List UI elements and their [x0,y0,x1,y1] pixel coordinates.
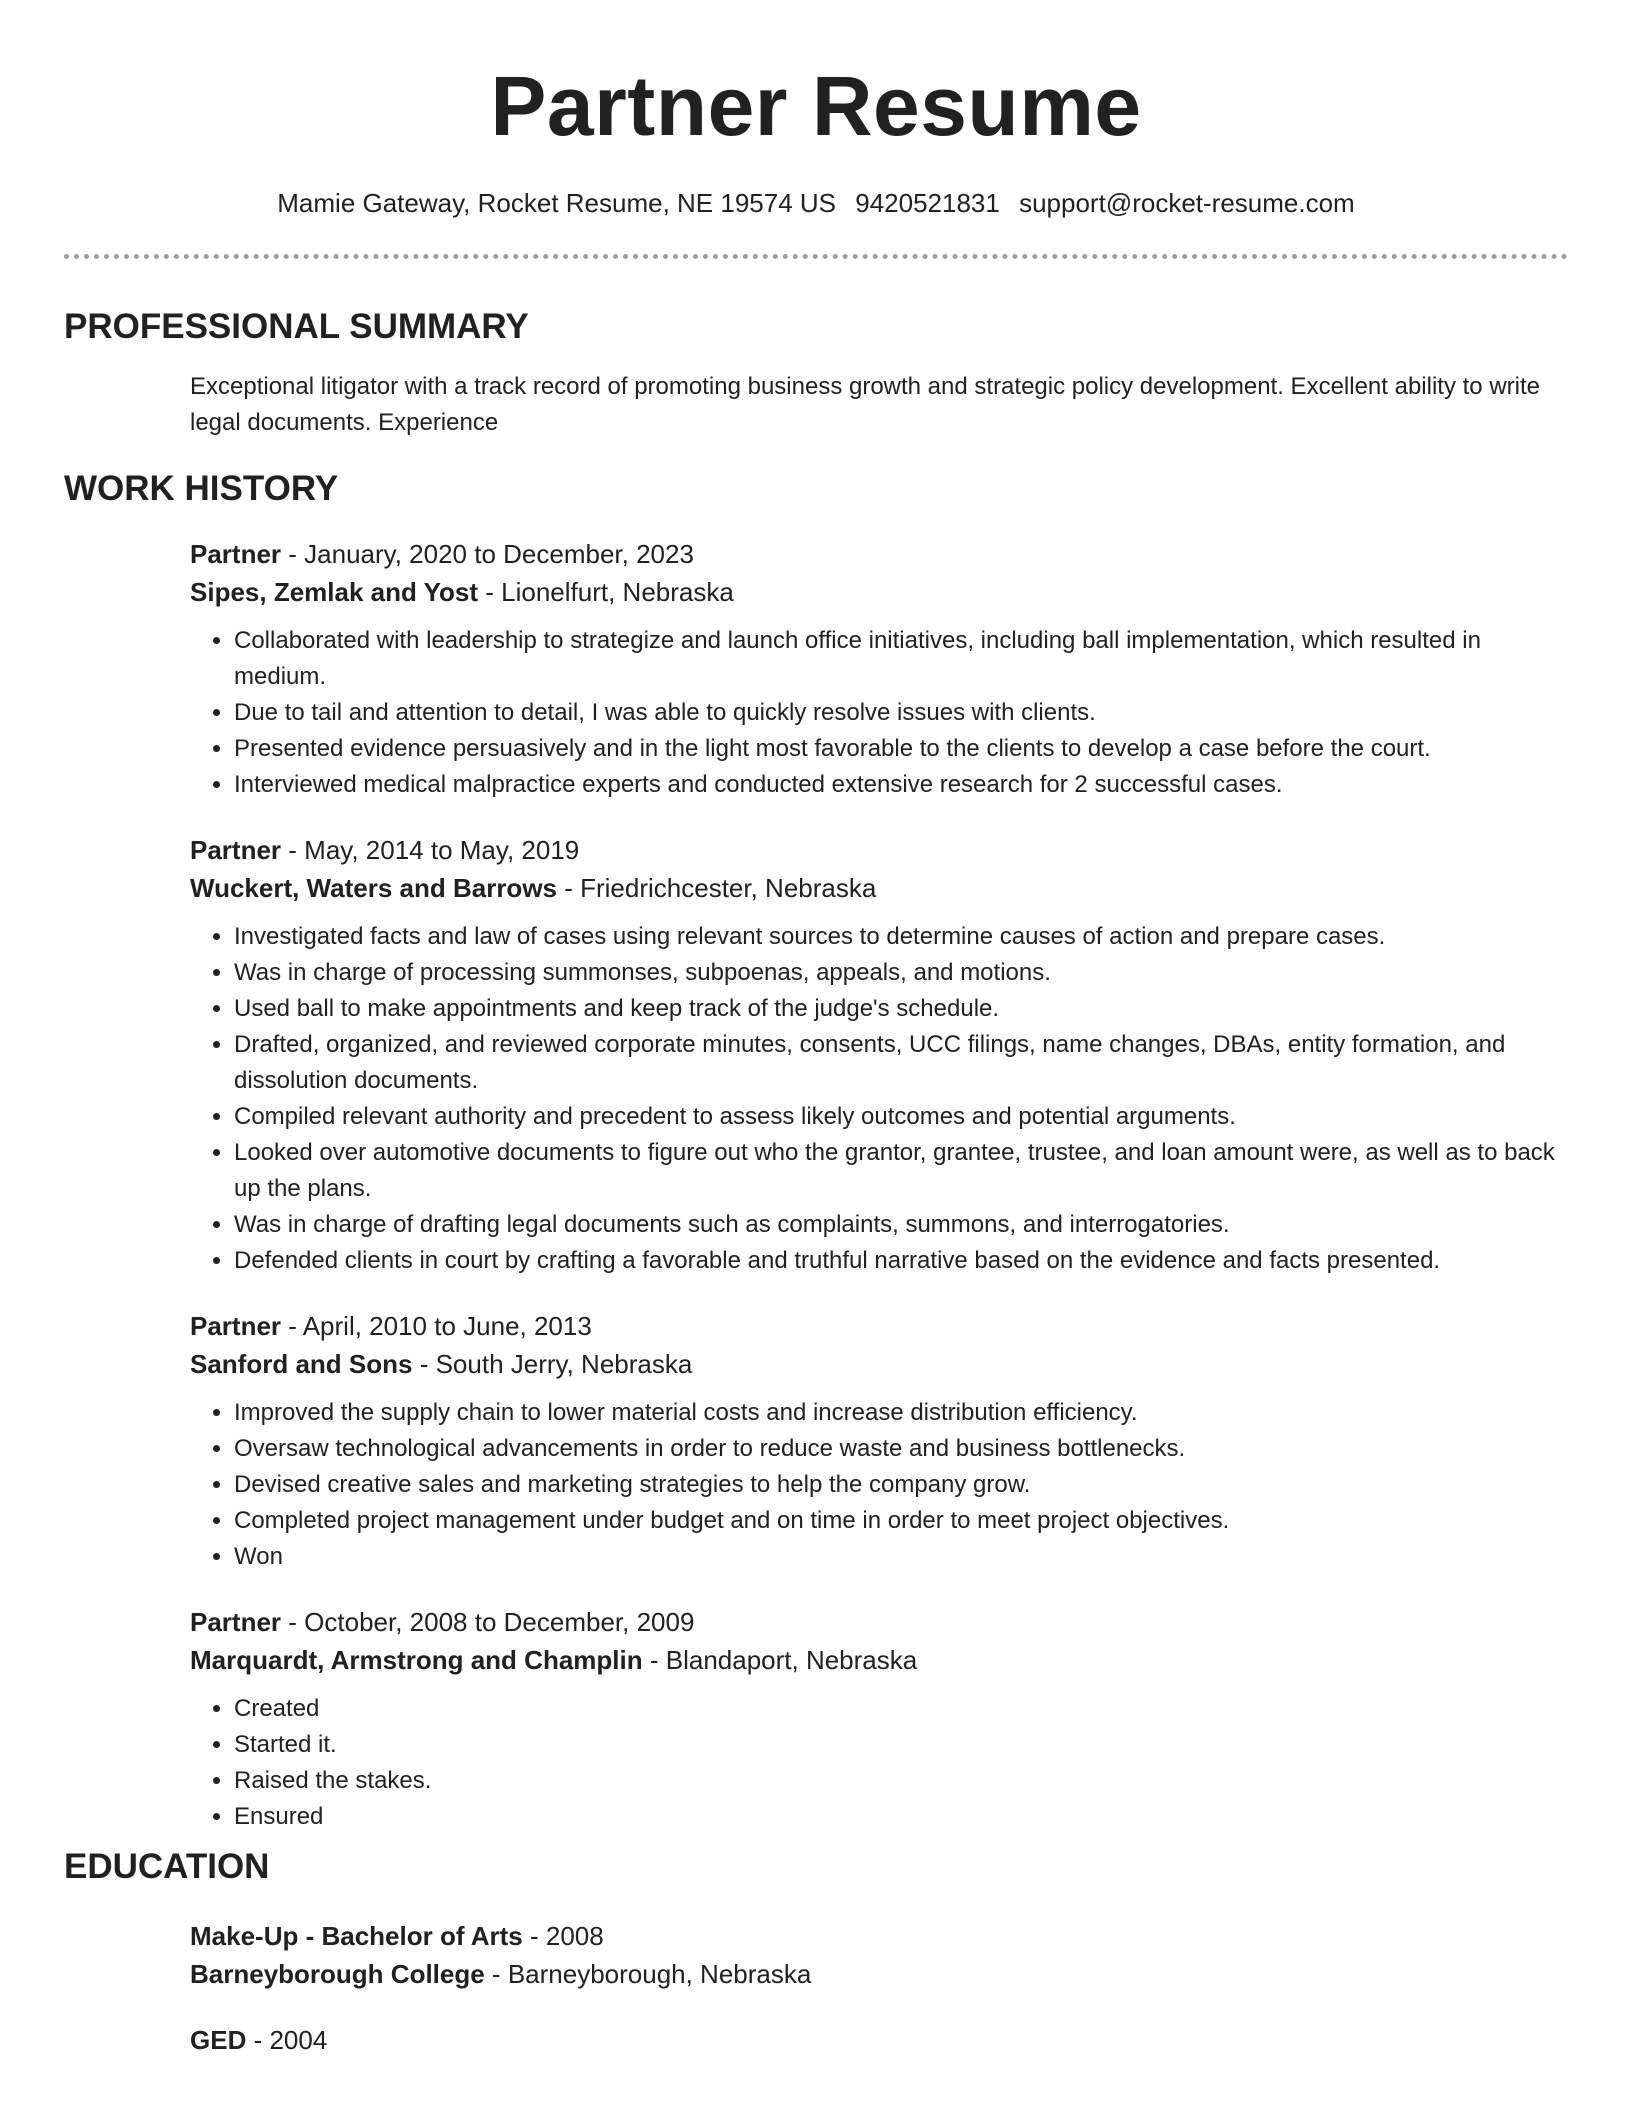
company-name: Marquardt, Armstrong and Champlin [190,1645,643,1675]
work-entry-company-line [190,1641,1568,1679]
separator: - [557,873,581,903]
company-name: Wuckert, Waters and Barrows [190,873,557,903]
work-bullet-item: • Was in charge of drafting legal documents such as complaints, summons, and interrogatories. [234,1207,1568,1243]
work-bullet-item: • Devised creative sales and marketing strategies to help the company grow. [234,1467,1568,1503]
school-location: Barneyborough, Nebraska [507,1959,812,1989]
job-dates: October, 2008 to December, 2009 [304,1607,695,1637]
section-heading-work: WORK HISTORY [64,469,339,508]
work-bullet-item: • Collaborated with leadership to strategize and launch office initiatives, including ball implementation, which resulted in medium. [234,623,1568,695]
work-bullet-item: • Interviewed medical malpractice experts and conducted extensive research for 2 successful cases. [234,767,1568,803]
separator: - [281,1311,303,1341]
degree-name: Make-Up - Bachelor of Arts [190,1921,523,1951]
work-bullet-item: • Oversaw technological advancements in order to reduce waste and business bottlenecks. [234,1431,1568,1467]
education-entry [190,1917,1568,1993]
job-role: Partner [190,1311,282,1341]
job-dates: May, 2014 to May, 2019 [304,835,580,865]
work-bullet-list [190,919,1568,1279]
separator: - [281,1607,305,1637]
education-degree-line [190,2021,1568,2059]
work-bullet-item: • Investigated facts and law of cases using relevant sources to determine causes of action and prepare cases. [234,919,1568,955]
work-bullet-item: • Raised the stakes. [234,1763,1568,1799]
company-location: Lionelfurt, Nebraska [501,577,734,607]
education-school-line [190,1955,1568,1993]
work-bullet-item: • Due to tail and attention to detail, I was able to quickly resolve issues with clients. [234,695,1568,731]
resume-title: Partner Resume [490,59,1142,153]
work-entry [190,535,1568,803]
work-bullet-item: • Started it. [234,1727,1568,1763]
work-bullet-item: • Created [234,1691,1568,1727]
separator: - [522,1921,546,1951]
section-heading-education: EDUCATION [64,1847,270,1886]
work-bullet-item: • Was in charge of processing summonses, subpoenas, appeals, and motions. [234,955,1568,991]
work-entry [190,1603,1568,1835]
separator: - [478,577,502,607]
degree-name: GED [190,2025,247,2055]
work-bullet-item: • Won [234,1539,1568,1575]
work-bullet-item: • Compiled relevant authority and precedent to assess likely outcomes and potential arguments. [234,1099,1568,1135]
work-entry-title-line [190,535,1568,573]
education-section [64,1845,1568,2059]
contact-address: Mamie Gateway, Rocket Resume, NE 19574 US [277,188,837,218]
contact-email[interactable]: support@rocket-resume.com [1019,188,1355,218]
summary-text: Exceptional litigator with a track record of promoting business growth and strategic policy development. Excellent ability to write legal documents. Experience [190,373,1540,436]
work-entry-title-line [190,831,1568,869]
separator: - [246,2025,270,2055]
degree-year: 2004 [269,2025,328,2055]
company-name: Sanford and Sons [190,1349,413,1379]
work-entry-title-line [190,1307,1568,1345]
separator: - [281,835,305,865]
school-name: Barneyborough College [190,1959,485,1989]
company-name: Sipes, Zemlak and Yost [190,577,479,607]
work-bullet-item: • Used ball to make appointments and keep track of the judge's schedule. [234,991,1568,1027]
company-location: Friedrichcester, Nebraska [580,873,877,903]
job-role: Partner [190,539,282,569]
work-bullet-item: • Looked over automotive documents to figure out who the grantor, grantee, trustee, and loan amount were, as well as to back up the plans. [234,1135,1568,1207]
separator: - [484,1959,508,1989]
work-bullet-item: • Drafted, organized, and reviewed corporate minutes, consents, UCC filings, name changes, DBAs, entity formation, and dissolution documents. [234,1027,1568,1099]
work-bullet-list [190,623,1568,803]
work-entry [190,1307,1568,1575]
separator: - [412,1349,436,1379]
education-entries [64,1917,1568,2059]
work-entry [190,831,1568,1279]
job-role: Partner [190,1607,282,1637]
section-heading-summary: PROFESSIONAL SUMMARY [64,307,529,346]
education-degree-line [190,1917,1568,1955]
work-bullet-item: • Ensured [234,1799,1568,1835]
work-bullet-item: • Presented evidence persuasively and in the light most favorable to the clients to develop a case before the court. [234,731,1568,767]
job-dates: January, 2020 to December, 2023 [304,539,694,569]
company-location: Blandaport, Nebraska [665,1645,918,1675]
separator: - [281,539,305,569]
separator: - [642,1645,666,1675]
dotted-divider [64,254,1568,259]
contact-phone[interactable]: 9420521831 [855,188,1000,218]
professional-summary-section [64,305,1568,441]
education-entry [190,2021,1568,2059]
work-bullet-item: • Improved the supply chain to lower material costs and increase distribution efficiency. [234,1395,1568,1431]
work-bullet-item: • Defended clients in court by crafting a favorable and truthful narrative based on the evidence and facts presented. [234,1243,1568,1279]
work-entry-title-line [190,1603,1568,1641]
work-bullet-list [190,1395,1568,1575]
job-role: Partner [190,835,282,865]
work-entries [64,535,1568,1835]
work-entry-company-line [190,869,1568,907]
work-history-section [64,467,1568,1835]
degree-year: 2008 [545,1921,604,1951]
work-entry-company-line [190,573,1568,611]
work-bullet-item: • Completed project management under budget and on time in order to meet project objectives. [234,1503,1568,1539]
work-entry-company-line [190,1345,1568,1383]
job-dates: April, 2010 to June, 2013 [302,1311,592,1341]
work-bullet-list [190,1691,1568,1835]
contact-line [64,186,1568,220]
company-location: South Jerry, Nebraska [435,1349,693,1379]
